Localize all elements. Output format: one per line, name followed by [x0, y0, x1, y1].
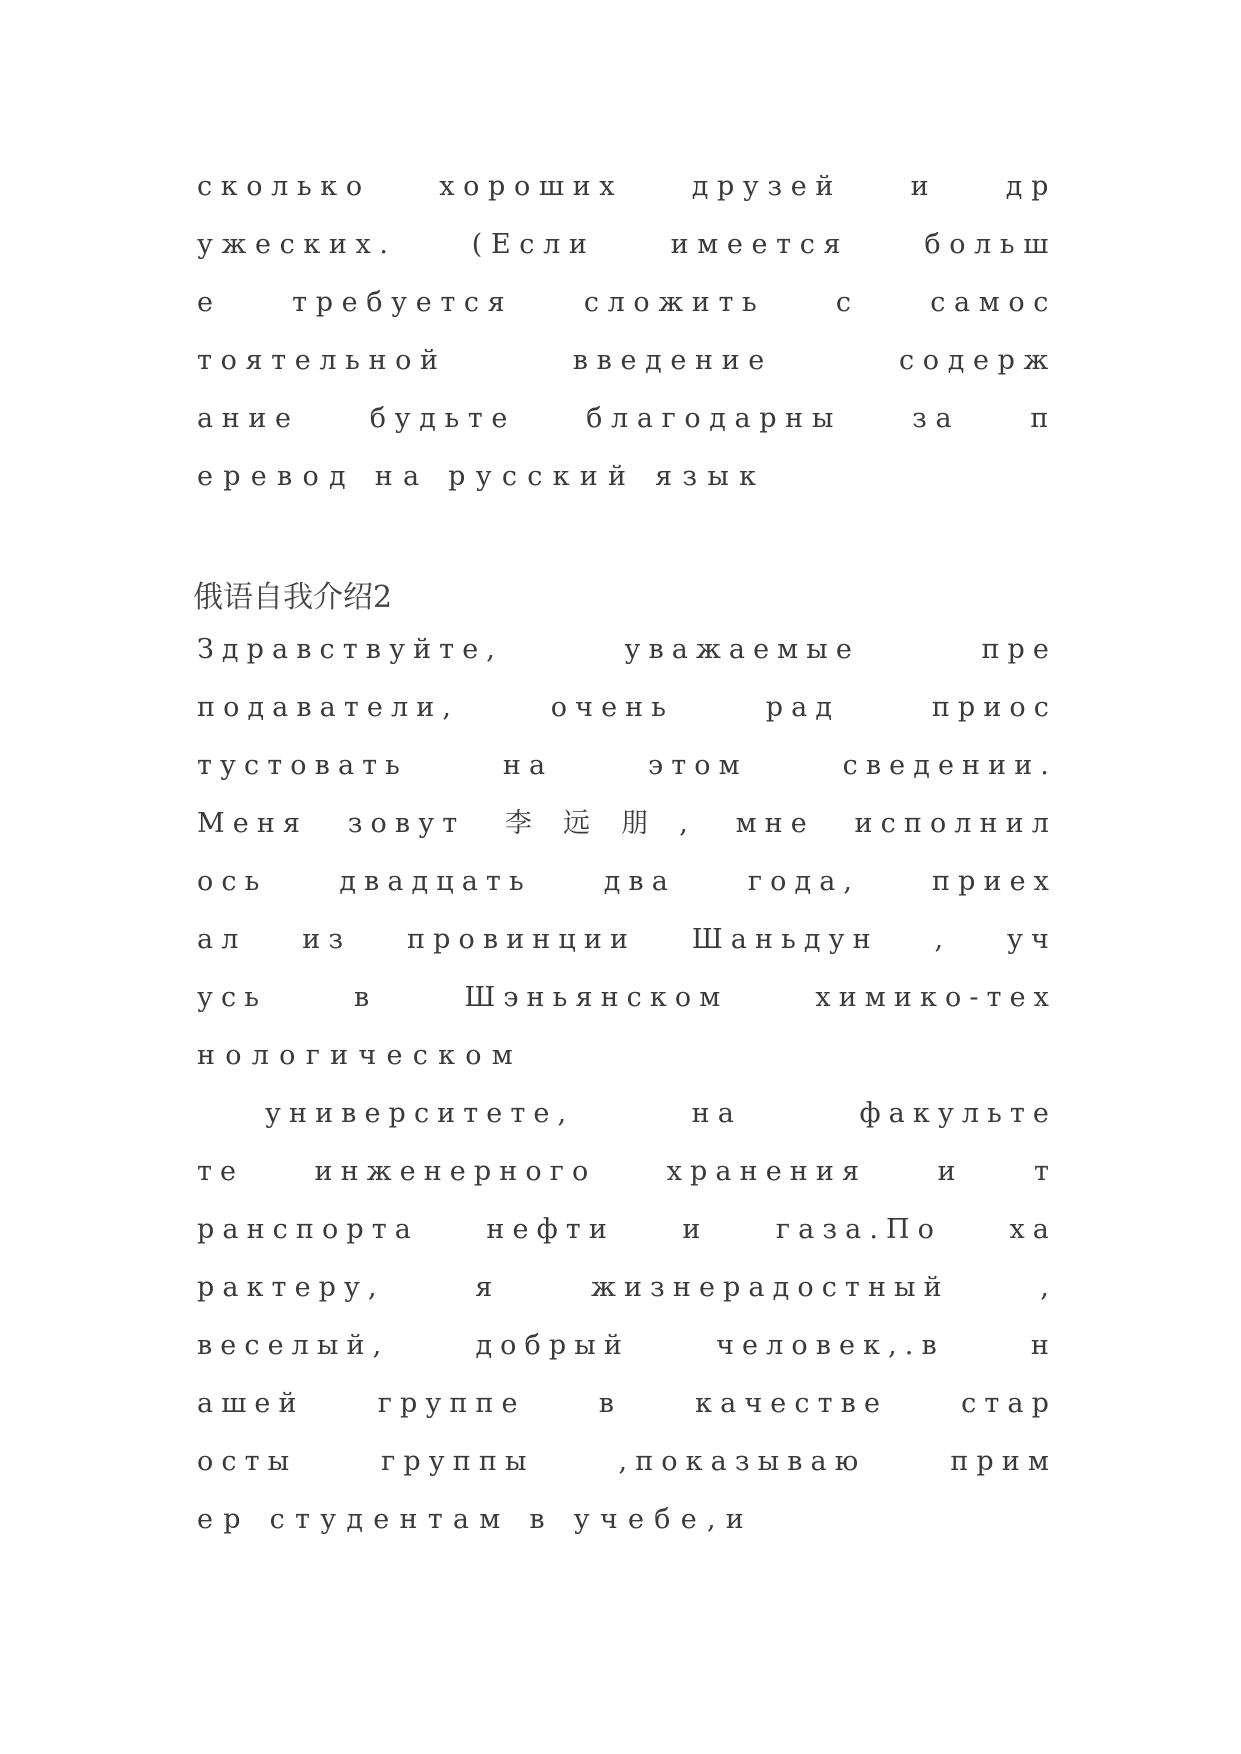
paragraph-line: рактеру, я жизнерадостный , [197, 1272, 1057, 1303]
section-heading: 俄语自我介绍2 [193, 580, 393, 615]
paragraph-line: те инженерного хранения и т [197, 1156, 1057, 1187]
paragraph-line: Меня зовут 李远朋, мне исполнил [197, 808, 1057, 839]
paragraph-line: нологическом [197, 1040, 524, 1071]
paragraph-line: веселый, добрый человек,.в н [197, 1330, 1057, 1361]
paragraph-line: сколько хороших друзей и др [197, 171, 1057, 202]
paragraph-line: е требуется сложить с самос [197, 287, 1057, 318]
paragraph-line: тустовать на этом сведении. [197, 750, 1057, 781]
paragraph-line: ал из провинции Шаньдун , уч [197, 924, 1057, 955]
paragraph-line: осты группы ,показываю прим [197, 1446, 1057, 1477]
paragraph-line: тоятельной введение содерж [197, 345, 1057, 376]
paragraph-line: университете, на факульте [265, 1098, 1057, 1129]
paragraph-line: ось двадцать два года, приех [197, 866, 1057, 897]
paragraph-line: ание будьте благодарны за п [197, 403, 1057, 434]
paragraph-line: ашей группе в качестве стар [197, 1388, 1057, 1419]
paragraph-line: ранспорта нефти и газа.По ха [197, 1214, 1057, 1245]
paragraph-line: ер студентам в учебе,и [197, 1504, 755, 1535]
paragraph-line: Здравствуйте, уважаемые пре [197, 634, 1057, 665]
paragraph-line: ужеских. (Если имеется больш [197, 229, 1057, 260]
paragraph-line: подаватели, очень рад приос [197, 692, 1057, 723]
paragraph-line: еревод на русский язык [197, 461, 767, 492]
paragraph-line: усь в Шэньянском химико-тех [197, 982, 1057, 1013]
